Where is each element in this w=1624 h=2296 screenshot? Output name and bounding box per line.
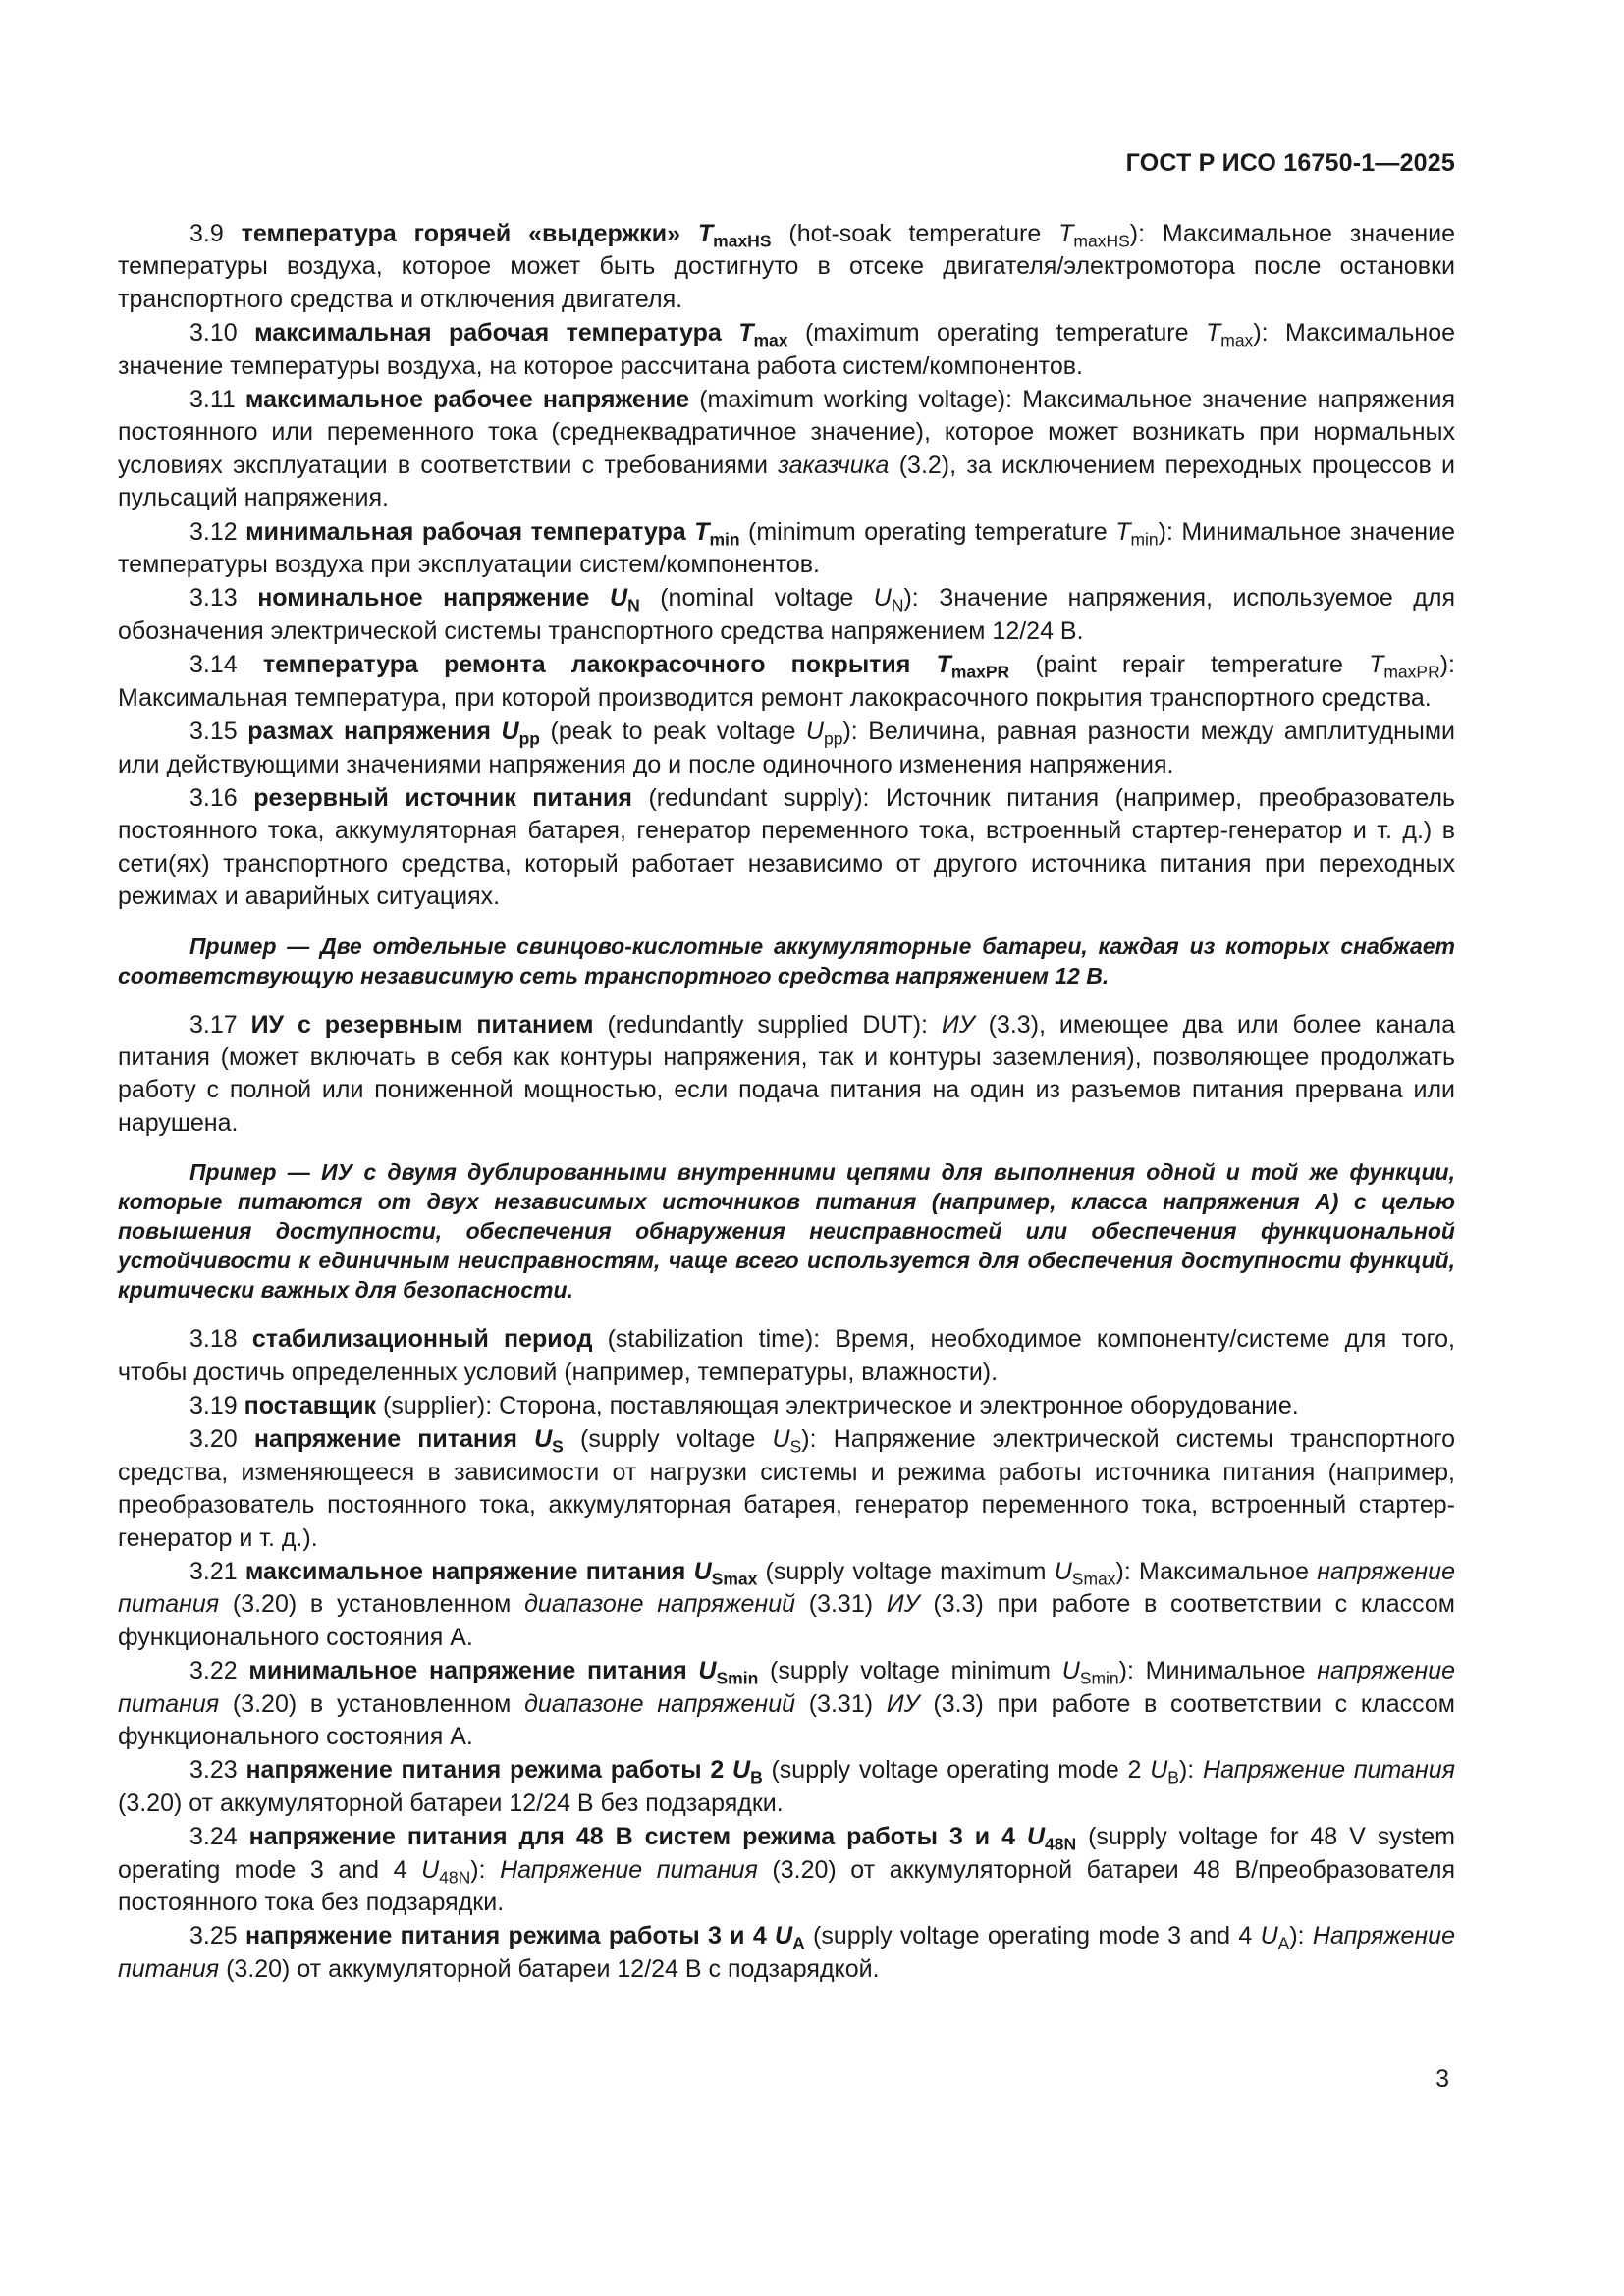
- term-3-25: 3.25 напряжение питания режима работы 3 и 4 $U_A$ (supply voltage operating mode 3 and 4 $U_A$): Напряжение питания (3.20) от аккумуляторной батареи 12/24 В с подзарядкой.: [118, 1922, 1455, 1983]
- example-note-3-17: Пример — ИУ с двумя дублированными внутренними цепями для выполнения одной и той же функции, которые питаются от двух независимых источников питания (например, класса напряжения А) с целью повышения доступности, обеспечения обнаружения неисправностей или обеспечения функциональной устойчивости к единичным неисправностям, чаще всего используется для обеспечения доступности функций, критически важных для безопасности.: [118, 1159, 1455, 1304]
- term-3-12: 3.12 минимальная рабочая температура $T_{min}$ (minimum operating temperature $T_{min}$): Минимальное значение температуры воздуха при эксплуатации систем/компонентов.: [118, 517, 1455, 579]
- example-note-3-16: Пример — Две отдельные свинцово-кислотные аккумуляторные батареи, каждая из которых снабжает соответствующую независимую сеть транспортного средства напряжением 12 В.: [118, 933, 1455, 988]
- term-3-19: 3.19 поставщик (supplier): Сторона, поставляющая электрическое и электронное оборудование.: [189, 1391, 1299, 1419]
- term-3-11: 3.11 максимальное рабочее напряжение (maximum working voltage): Максимальное значение напряжения постоянного или переменного тока (среднеквадратичное значение), которое может возникать при нормальных условиях эксплуатации в соответствии с требованиями заказчика (3.2), за исключением переходных процессов и пульсаций напряжения.: [118, 386, 1455, 512]
- term-3-18: 3.18 стабилизационный период (stabilization time): Время, необходимое компоненту/системе для того, чтобы достичь определенных условий (например, температуры, влажности).: [118, 1325, 1455, 1386]
- standard-header: ГОСТ Р ИСО 16750-1—2025: [1125, 149, 1455, 177]
- term-3-14: 3.14 температура ремонта лакокрасочного покрытия $T_{maxPR}$ (paint repair temperature $T_{maxPR}$): Максимальная температура, при которой производится ремонт лакокрасочного покрытия транспортного средства.: [118, 651, 1456, 712]
- term-3-22: 3.22 минимальное напряжение питания $U_{Smin}$ (supply voltage minimum $U_{Smin}$): Минимальное напряжение питания (3.20) в установленном диапазоне напряжений (3.31) ИУ (3.3) при работе в соответствии с классом функционального состояния А.: [118, 1657, 1456, 1751]
- term-3-23: 3.23 напряжение питания режима работы 2 $U_B$ (supply voltage operating mode 2 $U_B$): Напряжение питания (3.20) от аккумуляторной батареи 12/24 В без подзарядки.: [118, 1756, 1455, 1817]
- term-3-16: 3.16 резервный источник питания (redundant supply): Источник питания (например, преобразователь постоянного тока, аккумуляторная батарея, генератор переменного тока, встроенный стартер-генератор и т. д.) в сети(ях) транспортного средства, который работает независимо от другого источника питания при переходных режимах и аварийных ситуациях.: [118, 783, 1456, 911]
- term-3-20: 3.20 напряжение питания $U_S$ (supply voltage $U_S$): Напряжение электрической системы транспортного средства, изменяющееся в зависимости от нагрузки системы и режима работы источника питания (например, преобразователь постоянного тока, аккумуляторная батарея, генератор переменного тока, встроенный стартер-генератор и т. д.).: [118, 1425, 1456, 1552]
- term-3-24: 3.24 напряжение питания для 48 В систем режима работы 3 и 4 $U_{48N}$ (supply voltage for 48 V system operating mode 3 and 4 $U_{48N}$): Напряжение питания (3.20) от аккумуляторной батареи 48 В/преобразователя постоянного тока без подзарядки.: [118, 1823, 1456, 1917]
- term-3-17: 3.17 ИУ с резервным питанием (redundantly supplied DUT): ИУ (3.3), имеющее два или более канала питания (может включать в себя как контуры напряжения, так и контуры заземления), позволяющее продолжать работу с полной или пониженной мощностью, если подача питания на один из разъемов питания прервана или нарушена.: [118, 1010, 1455, 1137]
- page-number: 3: [1435, 2065, 1449, 2093]
- term-3-15: 3.15 размах напряжения $U_{pp}$ (peak to peak voltage $U_{pp}$): Величина, равная разности между амплитудными или действующими значениями напряжения до и после одиночного изменения напряжения.: [118, 718, 1456, 778]
- terms-content: [118, 218, 1455, 1987]
- term-3-10: 3.10 максимальная рабочая температура $T_{max}$ (maximum operating temperature $T_{max}$): Максимальное значение температуры воздуха, на которое рассчитана работа систем/компонентов.: [118, 319, 1456, 380]
- term-3-9: 3.9 температура горячей «выдержки» $T_{maxHS}$ (hot-soak temperature $T_{maxHS}$): Максимальное значение температуры воздуха, которое может быть достигнуто в отсеке двигателя/электромотора после остановки транспортного средства и отключения двигателя.: [118, 220, 1456, 313]
- term-3-21: 3.21 максимальное напряжение питания $U_{Smax}$ (supply voltage maximum $U_{Smax}$): Максимальное напряжение питания (3.20) в установленном диапазоне напряжений (3.31) ИУ (3.3) при работе в соответствии с классом функционального состояния А.: [118, 1558, 1455, 1651]
- term-3-13: 3.13 номинальное напряжение $U_N$ (nominal voltage $U_N$): Значение напряжения, используемое для обозначения электрической системы транспортного средства напряжением 12/24 В.: [118, 584, 1455, 645]
